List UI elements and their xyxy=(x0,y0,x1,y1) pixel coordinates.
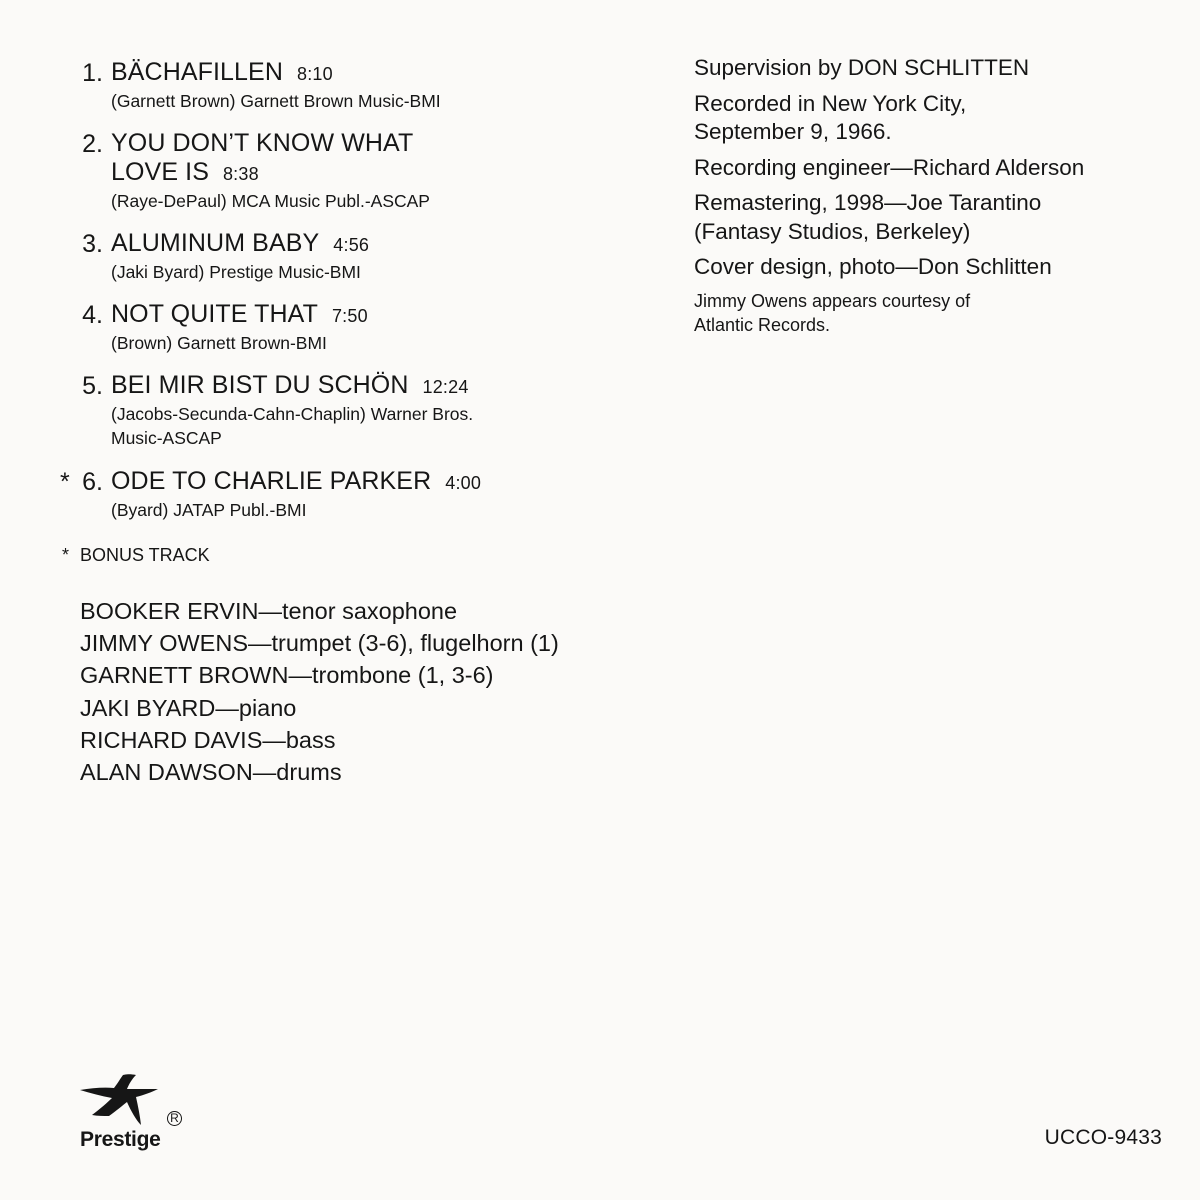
track-title-line xyxy=(111,158,413,189)
credit-line: September 9, 1966. xyxy=(694,119,892,144)
track-title xyxy=(111,229,369,260)
track-credit-line: (Byard) JATAP Publ.-BMI xyxy=(111,500,307,520)
track-duration: 8:10 xyxy=(297,64,333,84)
prestige-logo xyxy=(78,1073,188,1155)
track-title xyxy=(111,467,481,498)
track-title-text: ALUMINUM BABY xyxy=(111,229,320,257)
track-number: 3. xyxy=(82,230,103,258)
credit-remastering xyxy=(694,189,1174,246)
credit-recorded xyxy=(694,90,1174,147)
track-title xyxy=(111,58,333,89)
personnel-row: BOOKER ERVIN—tenor saxophone xyxy=(80,598,458,624)
track-credit-line: (Garnett Brown) Garnett Brown Music-BMI xyxy=(111,91,441,111)
courtesy-note xyxy=(694,289,1174,338)
track-credit-line: (Brown) Garnett Brown-BMI xyxy=(111,333,327,353)
track-number: 5. xyxy=(82,372,103,400)
credit-line: Supervision by DON SCHLITTEN xyxy=(694,55,1030,80)
personnel-row: ALAN DAWSON—drums xyxy=(80,759,342,786)
track-credit xyxy=(111,260,571,284)
track-credit-line: (Jacobs-Secunda-Cahn-Chaplin) Warner Bros. xyxy=(111,404,474,424)
track-credit-line: (Jaki Byard) Prestige Music-BMI xyxy=(111,262,361,282)
track-number: 6. xyxy=(82,468,103,496)
track-title-text: LOVE IS xyxy=(111,158,209,186)
track-credit-line: (Raye-DePaul) MCA Music Publ.-ASCAP xyxy=(111,191,430,211)
track-credit xyxy=(111,331,571,355)
credit-line: Recording engineer—Richard Alderson xyxy=(694,154,1085,180)
track-title-line xyxy=(111,467,481,498)
courtesy-line: Atlantic Records. xyxy=(694,315,831,335)
track-title-text: BEI MIR BIST DU SCHÖN xyxy=(111,371,409,399)
track-title-line xyxy=(111,129,413,158)
personnel-row: JIMMY OWENS—trumpet (3-6), flugelhorn (1) xyxy=(80,630,559,657)
track-number: 2. xyxy=(82,130,103,158)
track-credit xyxy=(111,189,571,213)
track-title-text: BÄCHAFILLEN xyxy=(111,58,283,86)
track-credit xyxy=(111,89,571,113)
track-duration: 7:50 xyxy=(331,306,368,326)
track-title xyxy=(111,300,368,331)
track-duration: 12:24 xyxy=(422,377,469,397)
courtesy-line: Jimmy Owens appears courtesy of xyxy=(694,290,971,311)
track-title-line xyxy=(111,300,368,331)
credit-line: Remastering, 1998—Joe Tarantino xyxy=(694,190,1042,215)
track-title-text: NOT QUITE THAT xyxy=(111,300,318,328)
credit-line: Cover design, photo—Don Schlitten xyxy=(694,254,1052,279)
bonus-star: * xyxy=(62,545,70,565)
personnel-row: RICHARD DAVIS—bass xyxy=(80,726,336,753)
bonus-track-label: BONUS TRACK xyxy=(80,545,210,565)
track-credit xyxy=(111,498,571,522)
bonus-track-marker: * xyxy=(60,468,70,496)
credit-line: (Fantasy Studios, Berkeley) xyxy=(694,218,971,244)
track-credit xyxy=(111,402,571,450)
credit-supervision xyxy=(694,54,1174,83)
track-duration: 8:38 xyxy=(222,164,259,184)
track-title-line xyxy=(111,371,469,402)
track-duration: 4:56 xyxy=(333,235,370,255)
track-title-text: ODE TO CHARLIE PARKER xyxy=(111,467,432,495)
production-credits xyxy=(694,54,1174,345)
bonus-track-note xyxy=(62,543,210,567)
track-title-text: YOU DON’T KNOW WHAT xyxy=(111,129,414,157)
personnel-list xyxy=(80,595,559,788)
credit-cover-design xyxy=(694,253,1174,282)
track-title-line xyxy=(111,58,333,89)
track-credit-line: Music-ASCAP xyxy=(111,428,222,448)
credit-engineer xyxy=(694,154,1174,183)
track-duration: 4:00 xyxy=(445,473,482,493)
credit-line: Recorded in New York City, xyxy=(694,90,967,116)
track-number: 4. xyxy=(82,301,103,329)
track-title xyxy=(111,129,413,189)
prestige-wordmark: Prestige xyxy=(80,1128,161,1151)
track-title-line xyxy=(111,229,369,260)
personnel-row: JAKI BYARD—piano xyxy=(80,694,297,721)
track-number: 1. xyxy=(82,59,103,87)
personnel-row: GARNETT BROWN—trombone (1, 3-6) xyxy=(80,662,494,689)
track-title xyxy=(111,371,469,402)
catalog-number: UCCO-9433 xyxy=(1044,1126,1162,1149)
registered-mark: R xyxy=(167,1111,182,1126)
